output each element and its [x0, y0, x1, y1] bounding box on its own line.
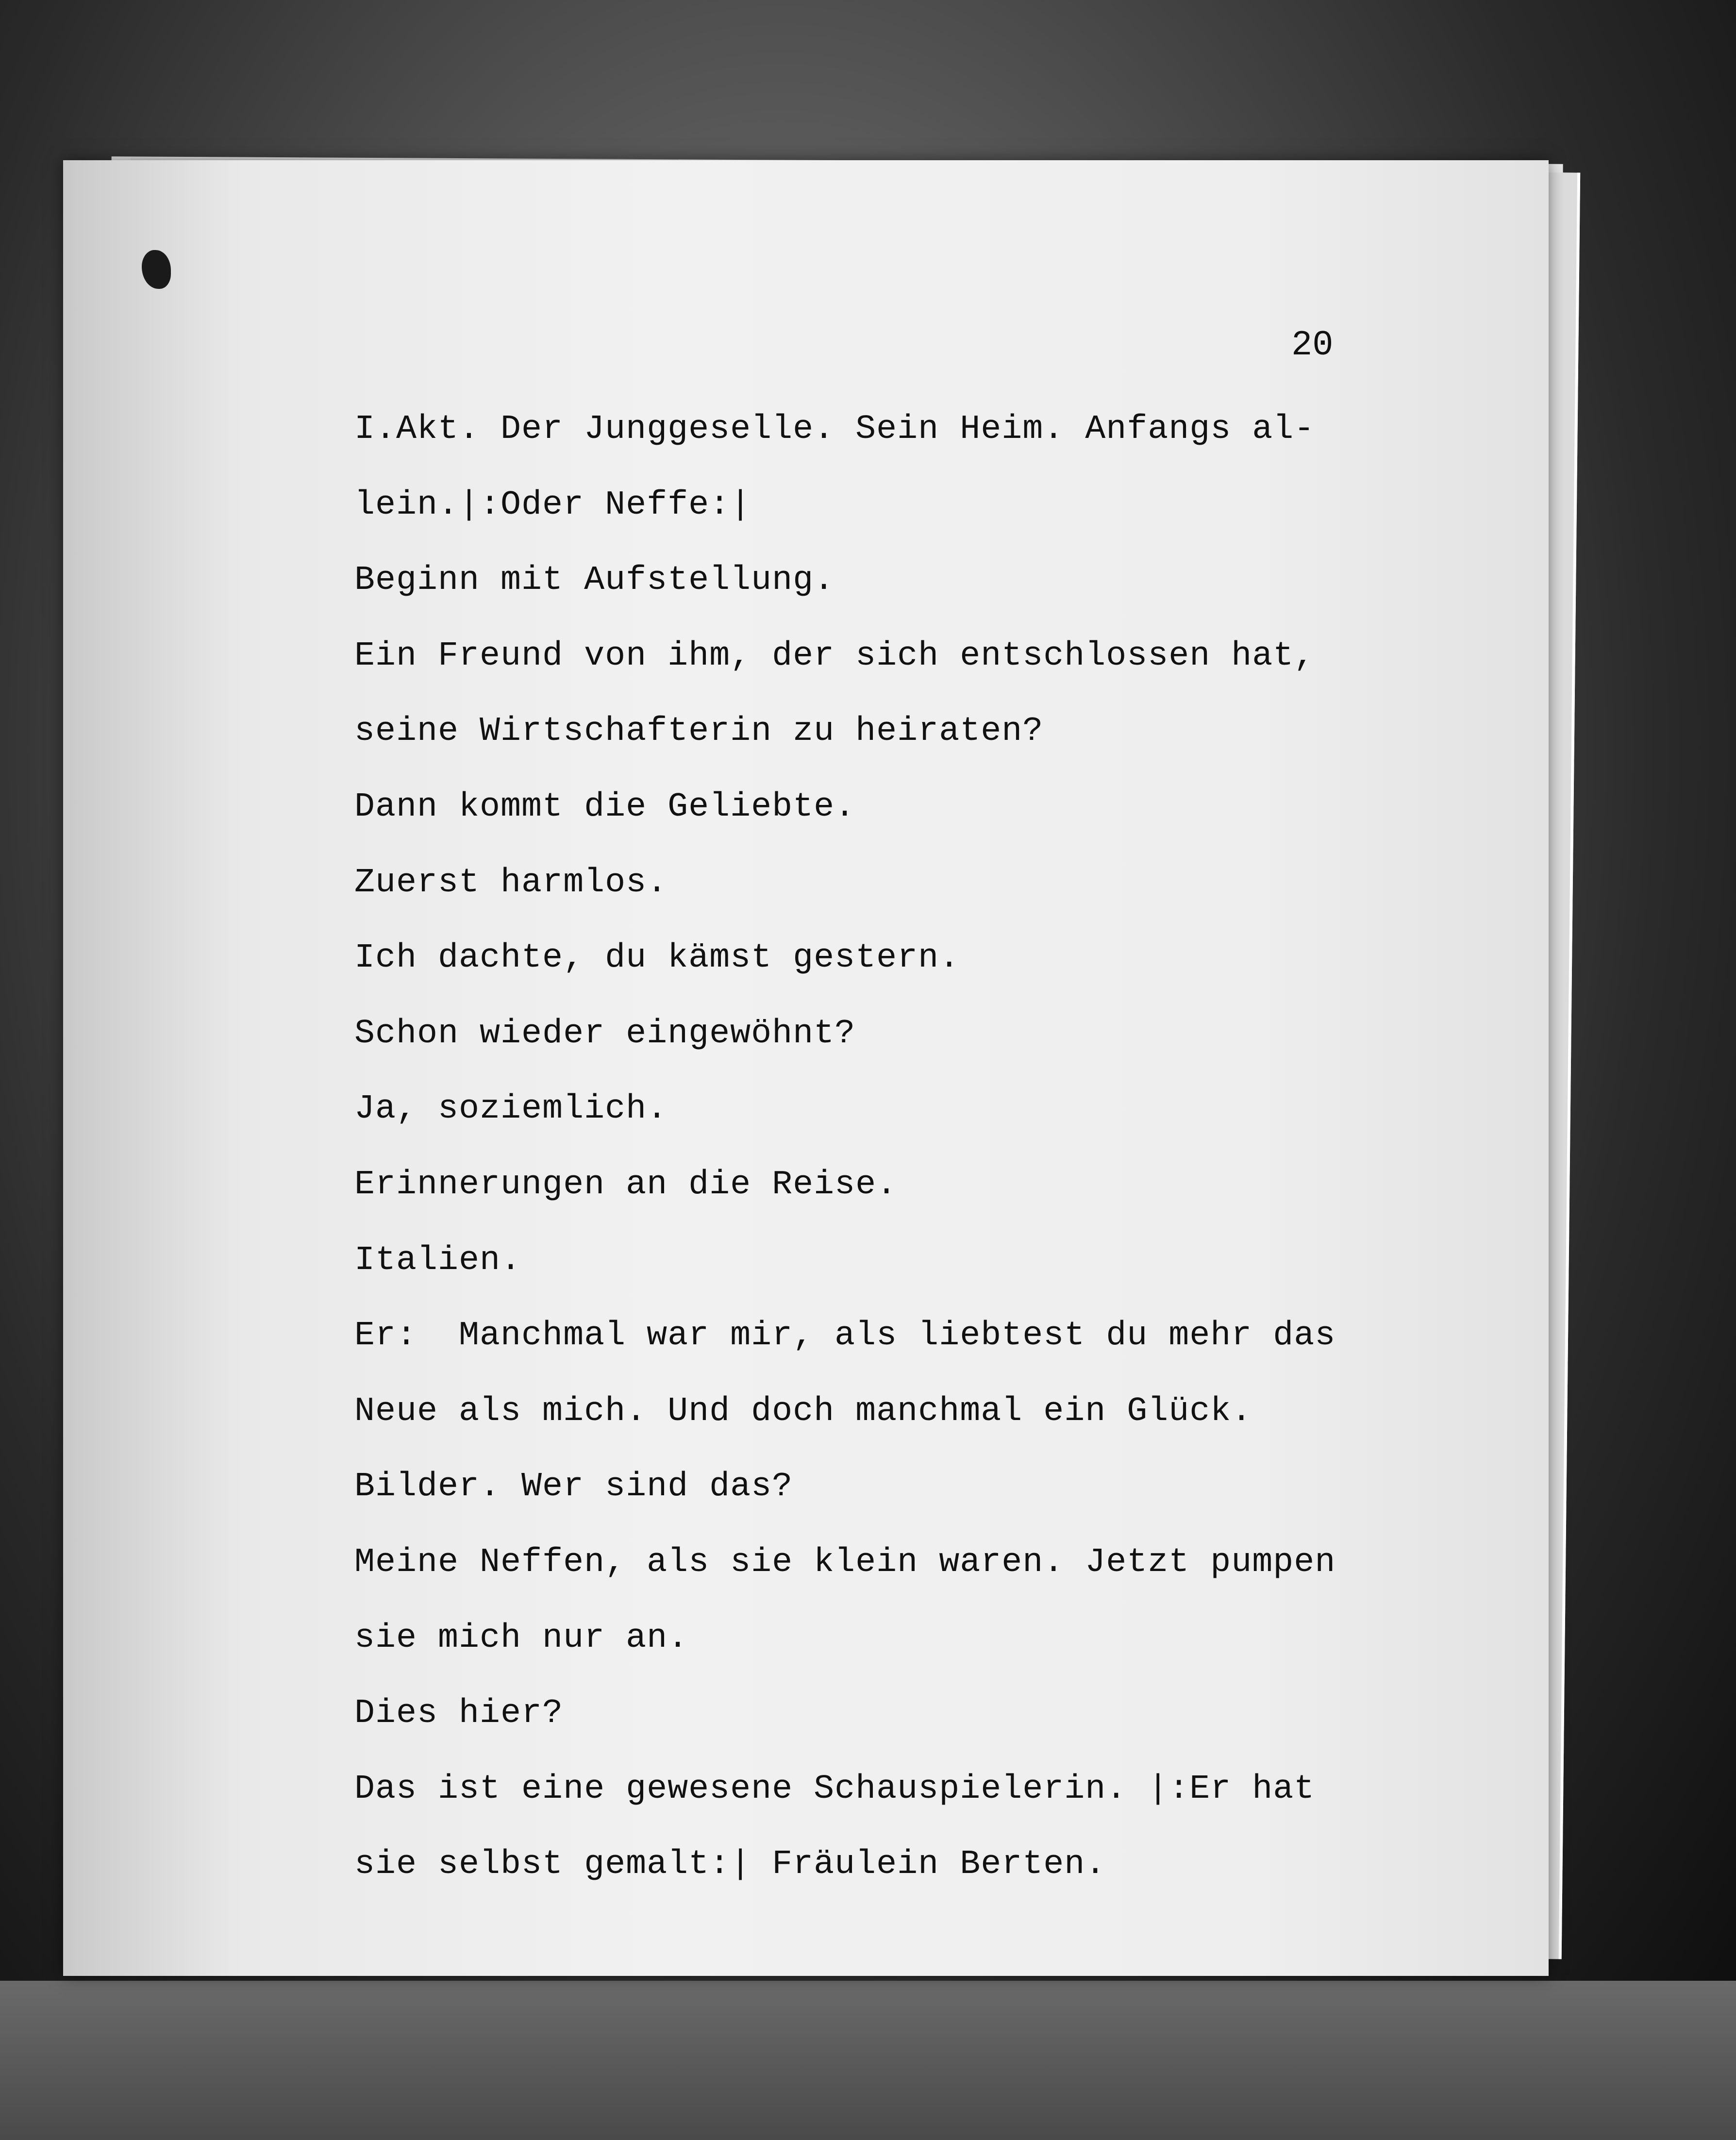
typewritten-text — [354, 405, 1486, 1916]
text-line: Dies hier? — [354, 1694, 564, 1733]
text-line: I.Akt. Der Junggeselle. Sein Heim. Anfangs al- — [354, 410, 1315, 449]
text-line: Meine Neffen, als sie klein waren. Jetzt pumpen — [354, 1543, 1336, 1582]
text-line: Das ist eine gewesene Schauspielerin. |:Er hat — [354, 1770, 1315, 1808]
text-line: Ja, soziemlich. — [354, 1090, 668, 1129]
text-line: Erinnerungen an die Reise. — [354, 1165, 898, 1204]
background-bottom — [0, 1981, 1736, 2140]
text-line: Schon wieder eingewöhnt? — [354, 1014, 856, 1053]
text-line: Italien. — [354, 1241, 522, 1280]
text-line: sie selbst gemalt:| Fräulein Berten. — [354, 1845, 1106, 1884]
text-line: Neue als mich. Und doch manchmal ein Glück. — [354, 1392, 1252, 1431]
text-line: sie mich nur an. — [354, 1619, 689, 1657]
page-number: 20 — [1291, 325, 1334, 365]
text-line: Bilder. Wer sind das? — [354, 1468, 793, 1506]
text-line: Beginn mit Aufstellung. — [354, 561, 835, 600]
text-line: Ein Freund von ihm, der sich entschlossen hat, — [354, 636, 1315, 675]
text-line: seine Wirtschafterin zu heiraten? — [354, 712, 1044, 751]
text-line: Ich dachte, du kämst gestern. — [354, 939, 960, 978]
text-line: lein.|:Oder Neffe:| — [354, 485, 751, 524]
text-line: Dann kommt die Geliebte. — [354, 787, 856, 826]
text-line: Zuerst harmlos. — [354, 863, 668, 902]
text-line: Er: Manchmal war mir, als liebtest du mehr das — [354, 1317, 1336, 1355]
